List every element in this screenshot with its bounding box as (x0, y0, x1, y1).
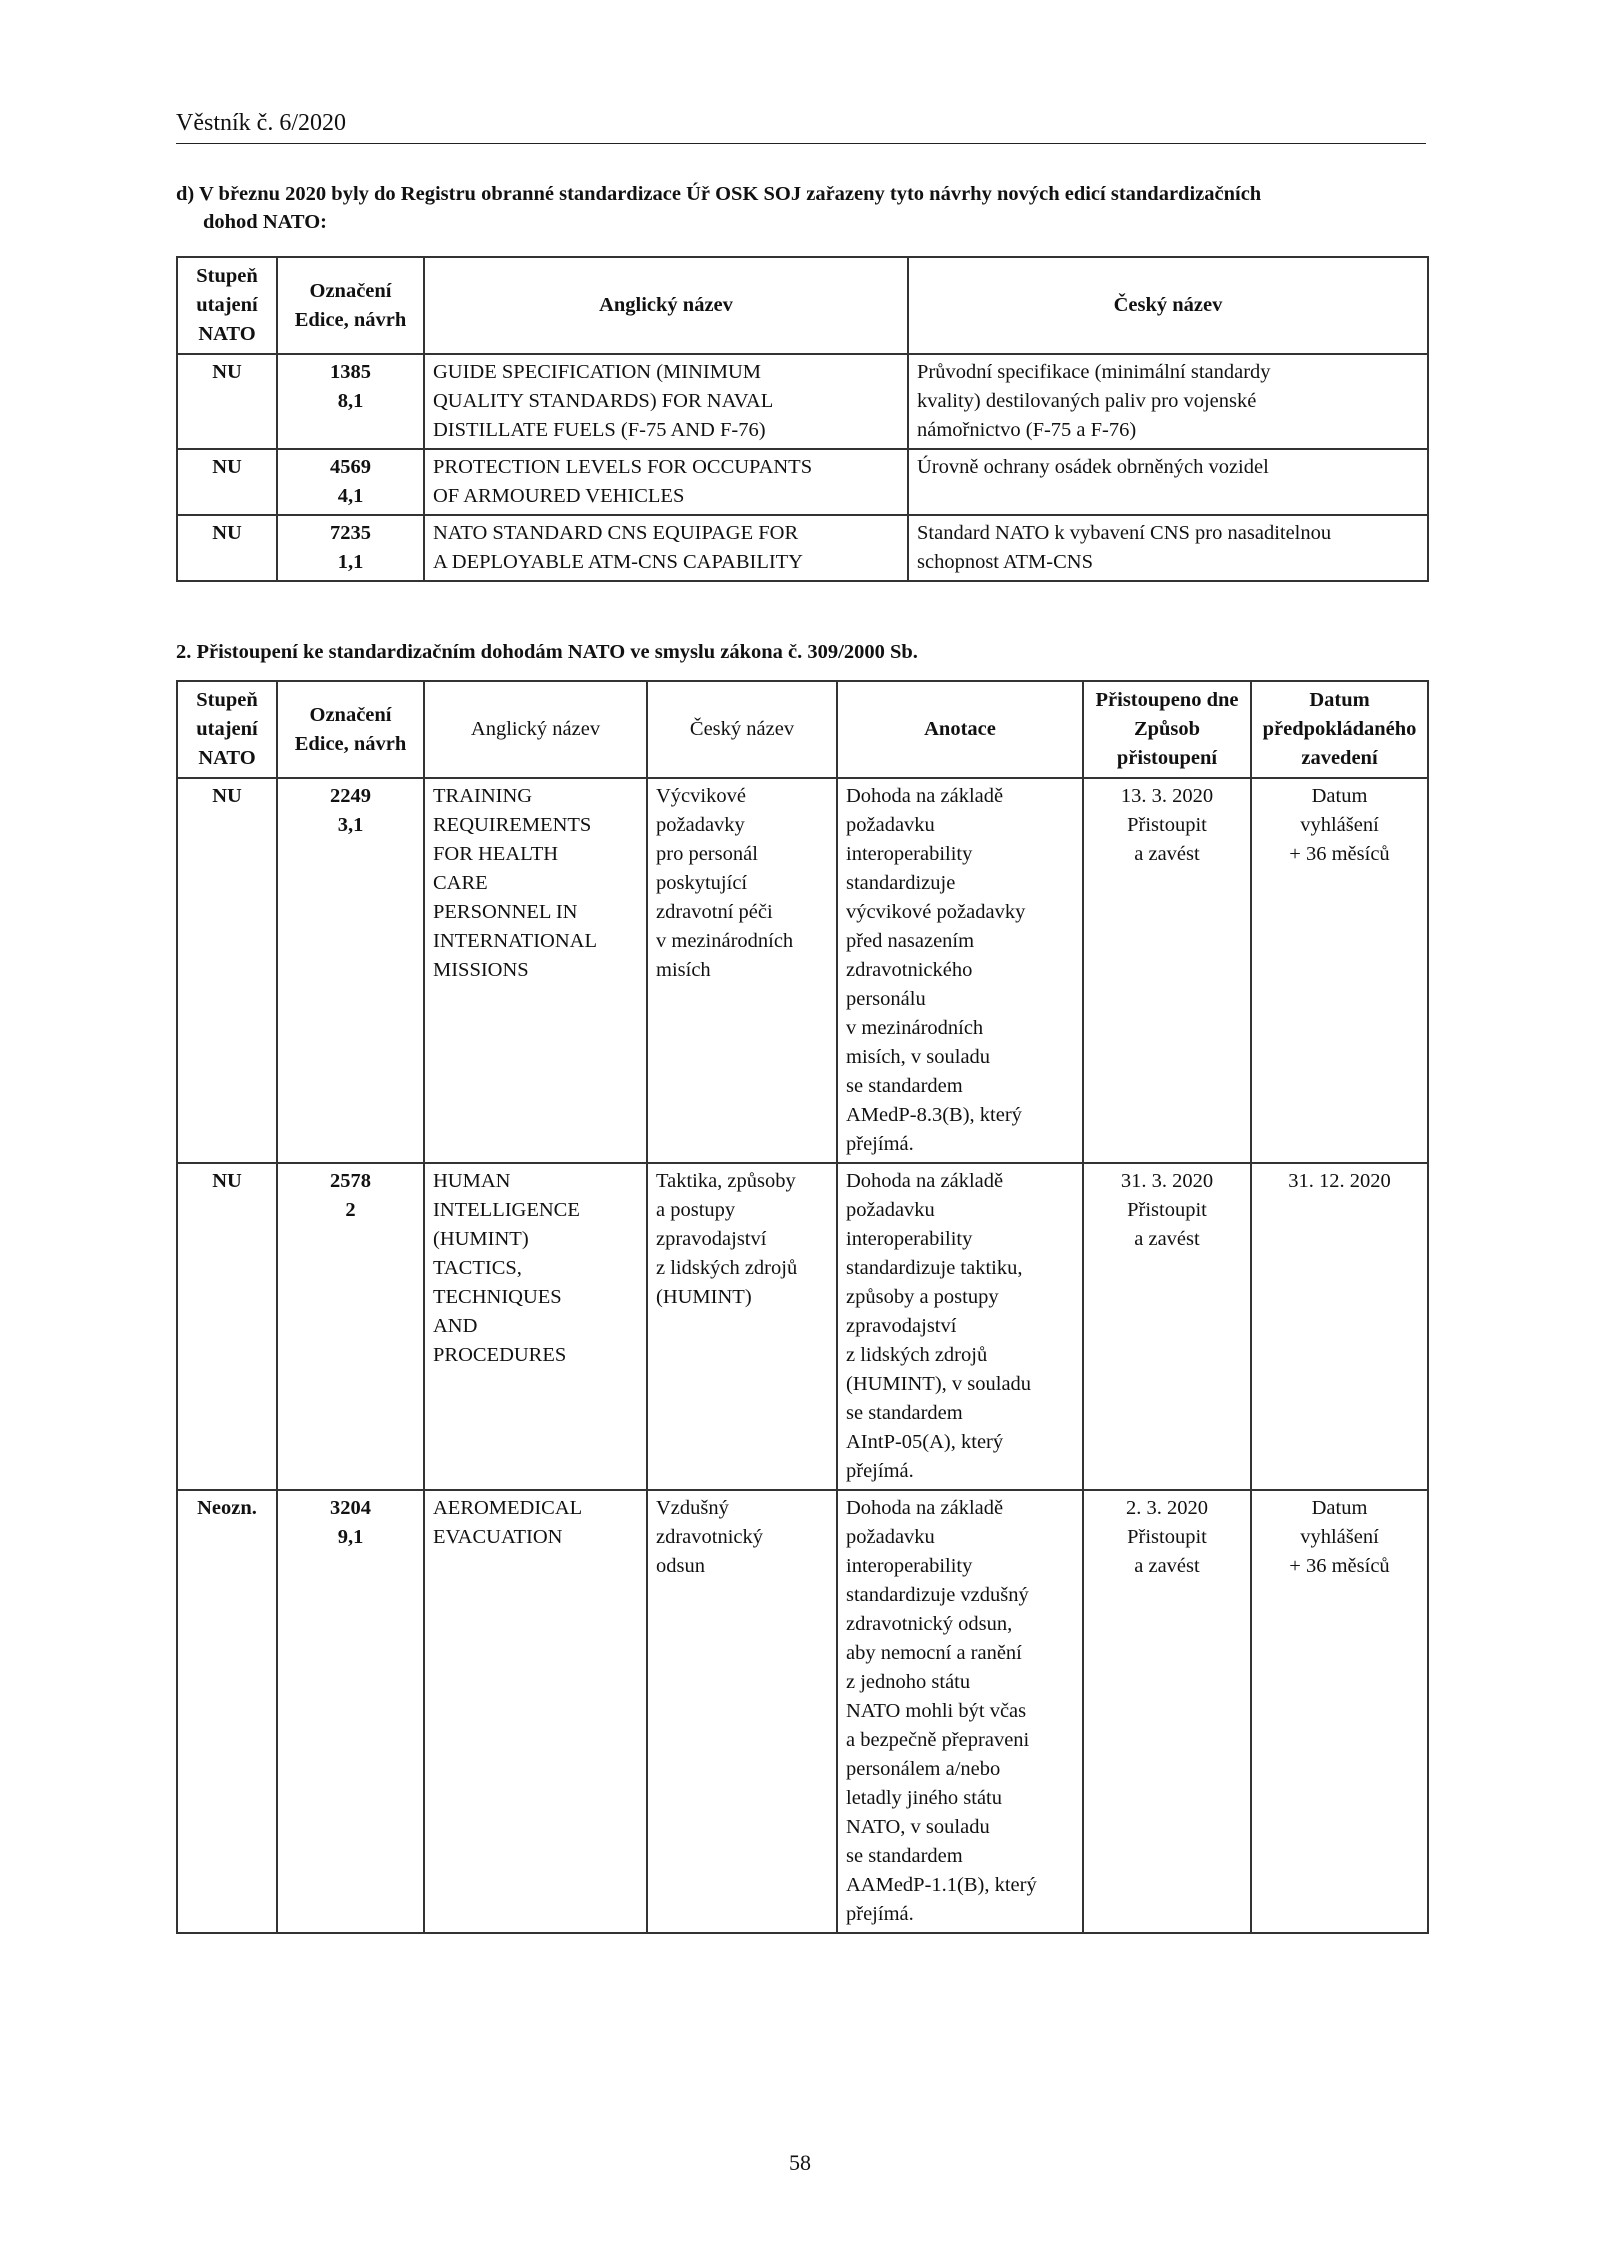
page-number: 58 (789, 2150, 811, 2175)
annotation-cell-line: standardizuje taktiku, (846, 1257, 1023, 1279)
table-header-row (177, 681, 1428, 778)
col-header-implementation-date: Datum předpokládaného zavedení (1251, 681, 1428, 778)
czech-name-cell-line: a postupy (656, 1199, 736, 1221)
annotation-cell-line: misích, v souladu (846, 1046, 991, 1068)
implementation-date-cell-line: + 36 měsíců (1289, 1555, 1390, 1577)
annotation-cell-line: Dohoda na základě (846, 1497, 1004, 1519)
czech-name-cell-line: zpravodajství (656, 1228, 767, 1250)
english-name-cell-line: INTERNATIONAL (433, 930, 597, 952)
annotation-cell-line: standardizuje vzdušný (846, 1584, 1029, 1606)
english-name-cell (424, 515, 908, 581)
table-row (177, 1490, 1428, 1933)
english-name-cell-line: TECHNIQUES (433, 1286, 562, 1308)
section-2-heading-text: 2. Přistoupení ke standardizačním dohodám NATO ve smyslu zákona č. 309/2000 Sb. (176, 641, 918, 663)
publication-title: Věstník č. 6/2020 (176, 110, 346, 136)
implementation-date-cell (1251, 778, 1428, 1163)
standard-number: 1385 (330, 361, 371, 383)
accession-cell-line: Přistoupit (1127, 814, 1207, 836)
annotation-cell (837, 1163, 1083, 1490)
english-name-cell-line: (HUMINT) (433, 1228, 529, 1250)
implementation-date-cell-line: vyhlášení (1300, 814, 1379, 836)
english-name-cell-line: PERSONNEL IN (433, 901, 578, 923)
english-name-cell-line: TRAINING (433, 785, 533, 807)
implementation-date-cell-line: 31. 12. 2020 (1288, 1170, 1391, 1192)
accession-cell-line: 2. 3. 2020 (1126, 1497, 1208, 1519)
accession-cell (1083, 1163, 1251, 1490)
accession-cell-line: a zavést (1134, 1228, 1200, 1250)
page-header (176, 110, 1426, 144)
table-row (177, 515, 1428, 581)
annotation-cell-line: z lidských zdrojů (846, 1344, 988, 1366)
annotation-cell-line: NATO, v souladu (846, 1816, 990, 1838)
section-d-heading-line2: dohod NATO: (203, 211, 327, 233)
annotation-cell-line: v mezinárodních (846, 1017, 984, 1039)
classification-cell: NU (177, 515, 277, 581)
annotation-cell-line: přejímá. (846, 1460, 914, 1482)
implementation-date-cell (1251, 1163, 1428, 1490)
czech-name-cell-line: Taktika, způsoby (656, 1170, 796, 1192)
english-name-cell-line: PROCEDURES (433, 1344, 567, 1366)
annotation-cell-line: zdravotnického (846, 959, 973, 981)
col-header-czech-name: Český název (647, 681, 837, 778)
czech-name-cell (908, 515, 1428, 581)
english-name-cell-line: QUALITY STANDARDS) FOR NAVAL (433, 390, 774, 412)
accession-cell-line: a zavést (1134, 1555, 1200, 1577)
designation-cell (277, 1490, 424, 1933)
annotation-cell-line: Dohoda na základě (846, 1170, 1004, 1192)
edition-number: 2 (345, 1199, 356, 1221)
english-name-cell-line: EVACUATION (433, 1526, 563, 1548)
czech-name-cell-line: Výcvikové (656, 785, 746, 807)
col-header-english-name: Anglický název (424, 257, 908, 354)
section-2-heading (176, 638, 1426, 666)
annotation-cell-line: zdravotnický odsun, (846, 1613, 1013, 1635)
annotation-cell-line: interoperability (846, 1555, 973, 1577)
czech-name-cell-line: Průvodní specifikace (minimální standardy (917, 361, 1271, 383)
accession-cell-line: a zavést (1134, 843, 1200, 865)
czech-name-cell (647, 1490, 837, 1933)
annotation-cell-line: standardizuje (846, 872, 956, 894)
col-header-czech-name: Český název (908, 257, 1428, 354)
annotation-cell-line: přejímá. (846, 1133, 914, 1155)
col-header-annotation: Anotace (837, 681, 1083, 778)
standard-number: 2249 (330, 785, 371, 807)
english-name-cell-line: NATO STANDARD CNS EQUIPAGE FOR (433, 522, 799, 544)
table-body (177, 778, 1428, 1933)
annotation-cell-line: požadavku (846, 1526, 935, 1548)
czech-name-cell (647, 1163, 837, 1490)
annotation-cell-line: přejímá. (846, 1903, 914, 1925)
czech-name-cell-line: kvality) destilovaných paliv pro vojenské (917, 390, 1257, 412)
accession-cell (1083, 778, 1251, 1163)
czech-name-cell-line: pro personál (656, 843, 758, 865)
czech-name-cell-line: požadavky (656, 814, 745, 836)
table-row (177, 778, 1428, 1163)
english-name-cell-line: HUMAN (433, 1170, 511, 1192)
table-row (177, 354, 1428, 449)
section-d-heading (176, 180, 1426, 236)
col-header-english-name: Anglický název (424, 681, 647, 778)
designation-cell (277, 1163, 424, 1490)
czech-name-cell (908, 449, 1428, 515)
english-name-cell (424, 1490, 647, 1933)
czech-name-cell-line: schopnost ATM-CNS (917, 551, 1093, 573)
col-header-classification: Stupeň utajení NATO (177, 257, 277, 354)
annotation-cell-line: AMedP-8.3(B), který (846, 1104, 1022, 1126)
english-name-cell-line: A DEPLOYABLE ATM-CNS CAPABILITY (433, 551, 803, 573)
english-name-cell-line: MISSIONS (433, 959, 529, 981)
annotation-cell-line: interoperability (846, 843, 973, 865)
edition-number: 8,1 (337, 390, 364, 412)
table-body (177, 354, 1428, 581)
section-d-heading-line1: d) V březnu 2020 byly do Registru obranné standardizace Úř OSK SOJ zařazeny tyto návrhy nových edicí standardizačních (176, 183, 1262, 205)
czech-name-cell-line: misích (656, 959, 711, 981)
english-name-cell-line: CARE (433, 872, 488, 894)
table-row (177, 449, 1428, 515)
english-name-cell (424, 449, 908, 515)
standards-accession-table (176, 680, 1429, 1934)
czech-name-cell-line: v mezinárodních (656, 930, 794, 952)
english-name-cell-line: FOR HEALTH (433, 843, 559, 865)
classification-cell: NU (177, 778, 277, 1163)
designation-cell (277, 354, 424, 449)
czech-name-cell-line: odsun (656, 1555, 705, 1577)
annotation-cell-line: a bezpečně přepraveni (846, 1729, 1030, 1751)
annotation-cell-line: výcvikové požadavky (846, 901, 1026, 923)
classification-cell: Neozn. (177, 1490, 277, 1933)
annotation-cell-line: způsoby a postupy (846, 1286, 999, 1308)
czech-name-cell (908, 354, 1428, 449)
english-name-cell-line: REQUIREMENTS (433, 814, 592, 836)
designation-cell (277, 515, 424, 581)
annotation-cell-line: Dohoda na základě (846, 785, 1004, 807)
accession-cell-line: Přistoupit (1127, 1526, 1207, 1548)
annotation-cell-line: aby nemocní a ranění (846, 1642, 1022, 1664)
annotation-cell-line: požadavku (846, 814, 935, 836)
designation-cell (277, 449, 424, 515)
designation-cell (277, 778, 424, 1163)
czech-name-cell-line: zdravotnický (656, 1526, 764, 1548)
annotation-cell-line: se standardem (846, 1402, 963, 1424)
col-header-accession: Přistoupeno dne Způsob přistoupení (1083, 681, 1251, 778)
english-name-cell (424, 354, 908, 449)
implementation-date-cell-line: Datum (1311, 785, 1368, 807)
czech-name-cell-line: Úrovně ochrany osádek obrněných vozidel (917, 456, 1269, 478)
annotation-cell-line: se standardem (846, 1075, 963, 1097)
edition-number: 3,1 (337, 814, 364, 836)
annotation-cell-line: zpravodajství (846, 1315, 957, 1337)
implementation-date-cell-line: Datum (1311, 1497, 1368, 1519)
col-header-designation: Označení Edice, návrh (277, 681, 424, 778)
english-name-cell-line: TACTICS, (433, 1257, 522, 1279)
classification-cell: NU (177, 1163, 277, 1490)
english-name-cell-line: AEROMEDICAL (433, 1497, 583, 1519)
english-name-cell (424, 778, 647, 1163)
col-header-designation: Označení Edice, návrh (277, 257, 424, 354)
standard-number: 7235 (330, 522, 371, 544)
edition-number: 9,1 (337, 1526, 364, 1548)
table-header-row (177, 257, 1428, 354)
implementation-date-cell-line: vyhlášení (1300, 1526, 1379, 1548)
edition-number: 1,1 (337, 551, 364, 573)
annotation-cell-line: (HUMINT), v souladu (846, 1373, 1032, 1395)
annotation-cell-line: se standardem (846, 1845, 963, 1867)
annotation-cell-line: personálem a/nebo (846, 1758, 1001, 1780)
czech-name-cell-line: poskytující (656, 872, 748, 894)
annotation-cell-line: personálu (846, 988, 926, 1010)
accession-cell (1083, 1490, 1251, 1933)
classification-cell: NU (177, 354, 277, 449)
annotation-cell-line: interoperability (846, 1228, 973, 1250)
english-name-cell (424, 1163, 647, 1490)
czech-name-cell-line: Vzdušný (656, 1497, 729, 1519)
annotation-cell-line: letadly jiného státu (846, 1787, 1002, 1809)
english-name-cell-line: DISTILLATE FUELS (F-75 AND F-76) (433, 419, 766, 441)
czech-name-cell-line: z lidských zdrojů (656, 1257, 798, 1279)
annotation-cell-line: AAMedP-1.1(B), který (846, 1874, 1037, 1896)
annotation-cell-line: NATO mohli být včas (846, 1700, 1027, 1722)
standard-number: 2578 (330, 1170, 371, 1192)
czech-name-cell-line: námořnictvo (F-75 a F-76) (917, 419, 1137, 441)
col-header-classification: Stupeň utajení NATO (177, 681, 277, 778)
annotation-cell-line: požadavku (846, 1199, 935, 1221)
edition-number: 4,1 (337, 485, 364, 507)
annotation-cell (837, 1490, 1083, 1933)
implementation-date-cell (1251, 1490, 1428, 1933)
czech-name-cell-line: zdravotní péči (656, 901, 773, 923)
annotation-cell-line: AIntP-05(A), který (846, 1431, 1004, 1453)
english-name-cell-line: OF ARMOURED VEHICLES (433, 485, 685, 507)
english-name-cell-line: INTELLIGENCE (433, 1199, 580, 1221)
czech-name-cell-line: Standard NATO k vybavení CNS pro nasaditelnou (917, 522, 1332, 544)
english-name-cell-line: PROTECTION LEVELS FOR OCCUPANTS (433, 456, 813, 478)
implementation-date-cell-line: + 36 měsíců (1289, 843, 1390, 865)
english-name-cell-line: GUIDE SPECIFICATION (MINIMUM (433, 361, 761, 383)
standard-number: 3204 (330, 1497, 371, 1519)
accession-cell-line: 13. 3. 2020 (1120, 785, 1214, 807)
accession-cell-line: 31. 3. 2020 (1120, 1170, 1214, 1192)
english-name-cell-line: AND (433, 1315, 478, 1337)
czech-name-cell-line: (HUMINT) (656, 1286, 752, 1308)
czech-name-cell (647, 778, 837, 1163)
annotation-cell-line: před nasazením (846, 930, 975, 952)
annotation-cell-line: z jednoho státu (846, 1671, 971, 1693)
annotation-cell (837, 778, 1083, 1163)
classification-cell: NU (177, 449, 277, 515)
table-row (177, 1163, 1428, 1490)
standard-number: 4569 (330, 456, 371, 478)
accession-cell-line: Přistoupit (1127, 1199, 1207, 1221)
standards-draft-table (176, 256, 1429, 582)
